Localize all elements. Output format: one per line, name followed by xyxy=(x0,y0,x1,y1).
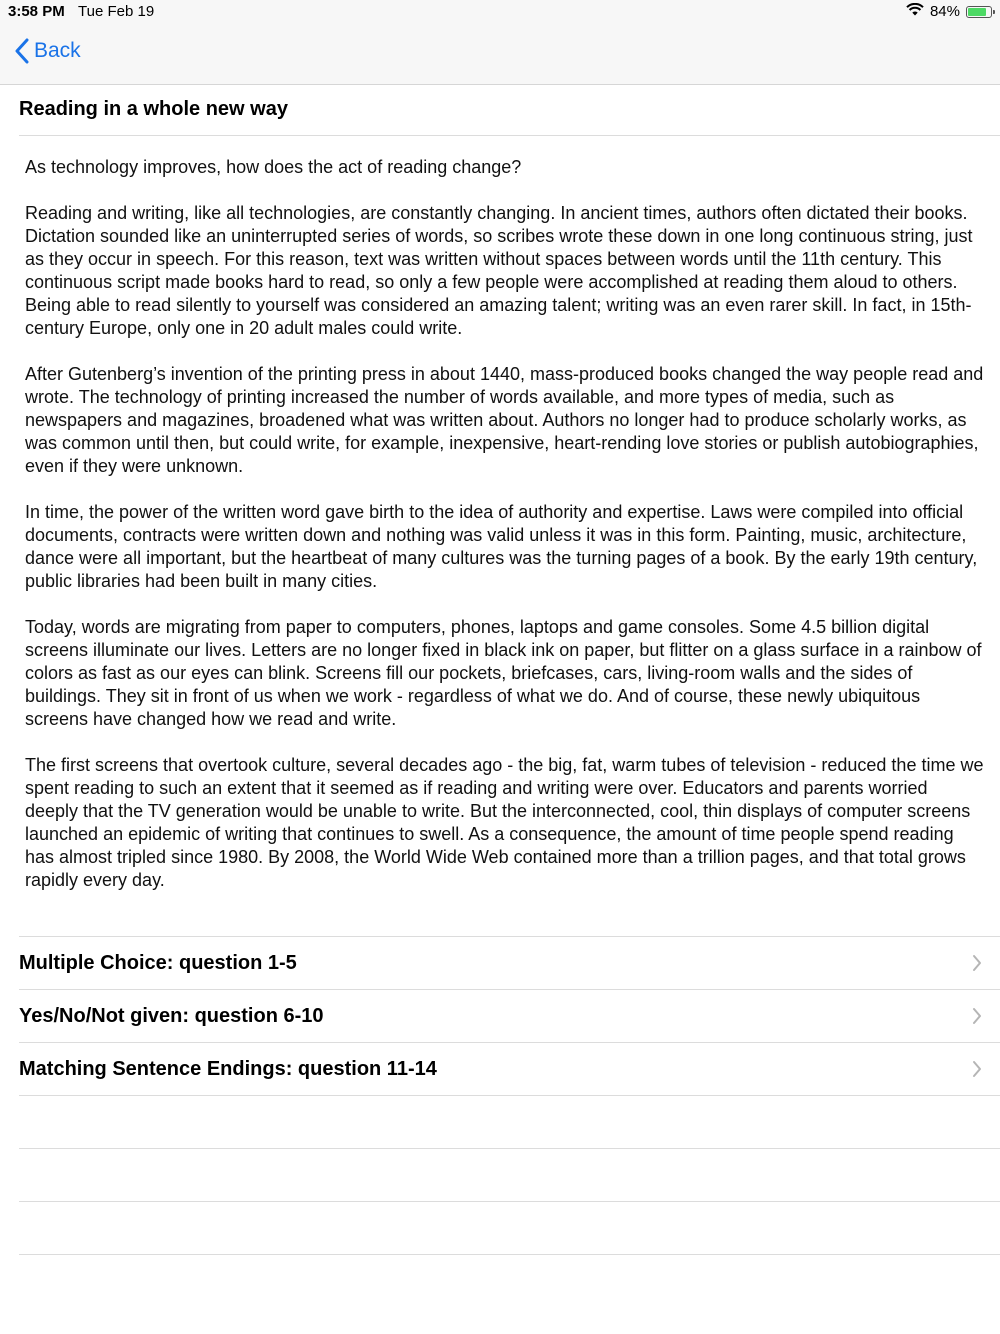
article-title-row xyxy=(19,84,1000,136)
article-paragraph: The first screens that overtook culture, several decades ago - the big, fat, warm tubes of television - reduced the time we spent reading to such an extent that it seemed as if reading and writing were over. Educators and parents worried deeply that the TV generation would be unable to write. But the interconnected, cool, thin displays of computer screens launched an epidemic of writing that continues to swell. As a consequence, the amount of time people spend reading has almost tripled since 1980. By 2008, the World Wide Web contained more than a trillion pages, and that total grows rapidly every day. xyxy=(25,755,984,890)
question-list xyxy=(19,936,1000,1307)
article-paragraph: Today, words are migrating from paper to computers, phones, laptops and game consoles. Some 4.5 billion digital screens illuminate our lives. Letters are no longer fixed in black ink on paper, but flitter on a glass surface in a rainbow of colors as fast as our eyes can blink. Screens fill our pockets, briefcases, cars, living-room walls and the sides of buildings. They sit in front of us when we work - regardless of what we do. And of course, these newly ubiquitous screens have changed how we read and write. xyxy=(25,617,982,729)
chevron-right-icon xyxy=(972,1007,982,1025)
chevron-right-icon xyxy=(972,1060,982,1078)
question-label: Yes/No/Not given: question 6-10 xyxy=(19,1005,324,1027)
status-date: Tue Feb 19 xyxy=(78,3,155,20)
navigation-bar xyxy=(0,24,1000,85)
article-paragraph: In time, the power of the written word gave birth to the idea of authority and expertise. Laws were compiled into official documents, contracts were written down and nothing was valid unless it was in this form. Painting, music, architecture, dance were all important, but the heartbeat of many cultures was the turning pages of a book. By the early 19th century, public libraries had been built in many cities. xyxy=(25,502,978,591)
question-label: Matching Sentence Endings: question 11-14 xyxy=(19,1058,437,1080)
question-row-matching-sentence-endings[interactable] xyxy=(19,1042,1000,1095)
status-time: 3:58 PM xyxy=(8,3,65,20)
status-right xyxy=(906,3,992,20)
article-paragraph: Reading and writing, like all technologies, are constantly changing. In ancient times, authors often dictated their books. Dictation sounded like an uninterrupted series of words, so scribes wrote these down in one long continuous string, just as they occur in speech. For this reason, text was written without spaces between words until the 11th century. This continuous script made books hard to read, so only a few people were accomplished at reading them aloud to others. Being able to read silently to yourself was considered an amazing talent; writing was an even rarer skill. In fact, in 15th-century Europe, only one in 20 adult males could write. xyxy=(25,203,973,338)
empty-table-row xyxy=(19,1095,1000,1148)
empty-table-row xyxy=(19,1148,1000,1201)
status-bar xyxy=(0,0,1000,24)
chevron-right-icon xyxy=(972,954,982,972)
question-row-yes-no-not-given[interactable] xyxy=(19,989,1000,1042)
article-paragraph: After Gutenberg’s invention of the printing press in about 1440, mass-produced books changed the way people read and wrote. The technology of printing increased the number of words available, and more types of media, such as newspapers and magazines, broadened what was written about. Authors no longer had to produce scholarly works, as was common until then, but could write, for example, inexpensive, heart-rending love stories or publish autobiographies, even if they were unknown. xyxy=(25,364,984,476)
article-title: Reading in a whole new way xyxy=(19,98,288,120)
back-button[interactable] xyxy=(14,38,81,64)
question-label: Multiple Choice: question 1-5 xyxy=(19,952,297,974)
empty-table-row xyxy=(19,1254,1000,1307)
back-label[interactable]: Back xyxy=(34,39,81,62)
wifi-icon xyxy=(906,3,924,20)
chevron-left-icon xyxy=(14,38,30,64)
article-paragraph: As technology improves, how does the act of reading change? xyxy=(25,157,522,177)
battery-charging-icon xyxy=(966,6,992,18)
question-row-multiple-choice[interactable] xyxy=(19,936,1000,989)
article-body xyxy=(25,156,985,915)
battery-percent: 84% xyxy=(929,3,960,20)
empty-table-row xyxy=(19,1201,1000,1254)
battery-fill xyxy=(968,8,986,16)
